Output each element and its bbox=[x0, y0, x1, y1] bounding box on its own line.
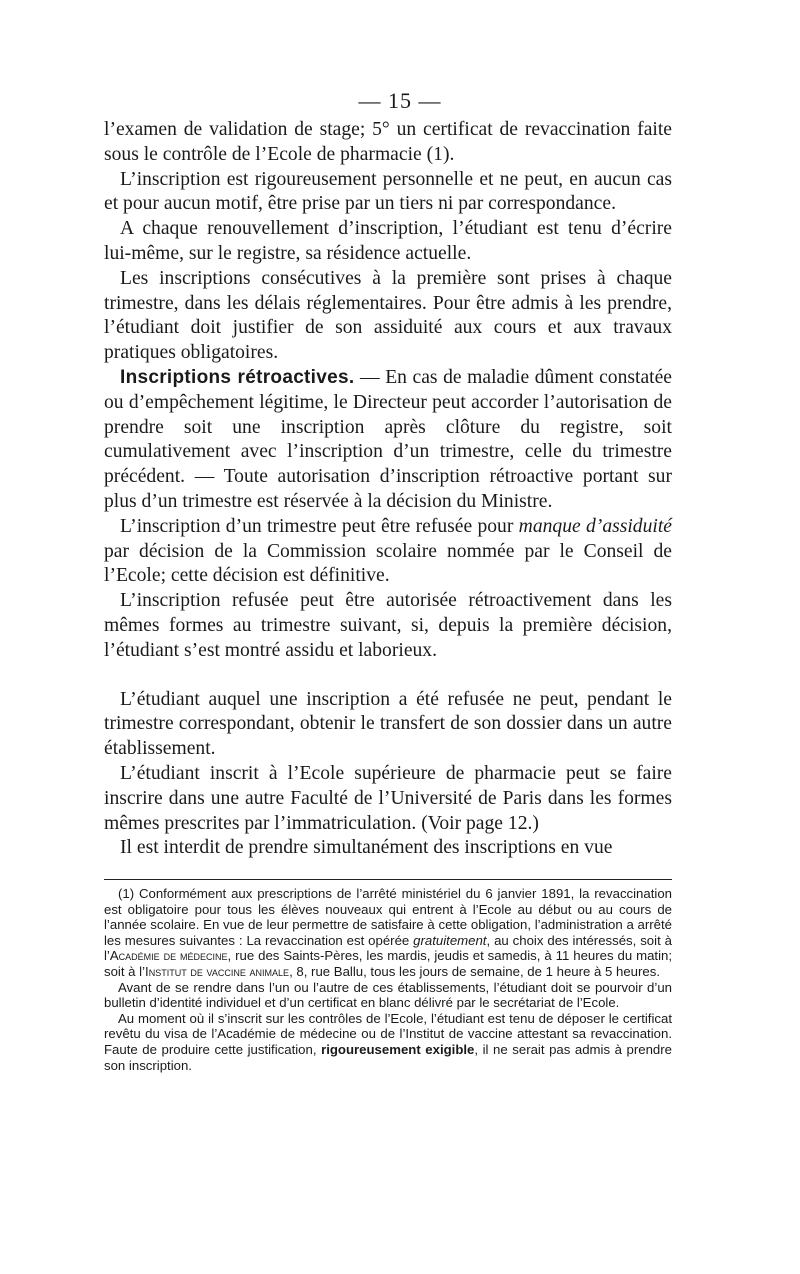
footnote-text: Au moment où il s’inscrit sur les contrôles de l’Ecole, l’étudiant est tenu de déposer le certificat revêtu du visa de l’Académie de médecine ou de l’Institut de vaccine attestant sa revaccination. Faute de produire cette justification, bbox=[104, 1010, 672, 1057]
footnote-smallcaps: Institut de vaccine animale bbox=[145, 963, 290, 979]
footnote-paragraph bbox=[104, 886, 672, 980]
footnote-emphasis: gratuitement bbox=[413, 932, 487, 948]
paragraph bbox=[104, 515, 672, 589]
main-text bbox=[104, 118, 672, 861]
emphasis-text: manque d’assiduité bbox=[518, 515, 672, 537]
footnote-paragraph: Avant de se rendre dans l’un ou l’autre de ces établissements, l’étudiant doit se pourvoir d’un bulletin d’identité individuel et d’un certificat en blanc délivré par le secrétariat de l’Ecole. bbox=[104, 979, 672, 1011]
footnote-text: , il ne serait pas admis à prendre son inscription. bbox=[104, 1041, 672, 1073]
footnote-paragraph bbox=[104, 1011, 672, 1073]
footnote-smallcaps: Académie de médecine bbox=[109, 948, 228, 964]
paragraph: L’étudiant inscrit à l’Ecole supérieure de pharmacie peut se faire inscrire dans une autre Faculté de l’Université de Paris dans les formes mêmes prescrites par l’immatriculation. (Voir page 12.) bbox=[104, 762, 672, 834]
footnotes bbox=[104, 886, 672, 1073]
paragraph: Les inscriptions consécutives à la première sont prises à chaque trimestre, dans les délais réglementaires. Pour être admis à les prendre, l’étudiant doit justifier de son assiduité aux cours et aux travaux pratiques obligatoires. bbox=[104, 267, 672, 364]
paragraph-text: L’inscription d’un trimestre peut être refusée pour bbox=[120, 515, 519, 537]
footnote-divider bbox=[104, 879, 672, 880]
paragraph-retroactive bbox=[104, 366, 672, 515]
paragraph: L’inscription est rigoureusement personnelle et ne peut, en aucun cas et pour aucun motif, être prise par un tiers ni par correspondance. bbox=[104, 168, 672, 215]
paragraph: L’étudiant auquel une inscription a été refusée ne peut, pendant le trimestre correspondant, obtenir le transfert de son dossier dans un autre établissement. bbox=[104, 688, 672, 760]
paragraph: L’inscription refusée peut être autorisée rétroactivement dans les mêmes formes au trimestre suivant, si, depuis la première décision, l’étudiant s’est montré assidu et laborieux. bbox=[104, 590, 672, 661]
page-number: — 15 — bbox=[358, 88, 442, 113]
footnote-text: (1) Conformément aux prescriptions de l’arrêté ministériel du 6 janvier 1891, la revaccination est obligatoire pour tous les élèves nouveaux qui entrent à l’Ecole au début ou au cours de l’année scolaire. En vue de leur permettre de satisfaire à cette obligation, l’administration a arrêté les mesures suivantes : La revaccination est opérée bbox=[104, 886, 672, 948]
footnote-bold: rigoureusement exigible bbox=[321, 1041, 475, 1057]
footnote-text: , au choix des intéressés, soit à l’ bbox=[104, 932, 672, 964]
section-heading: Inscriptions rétroactives. bbox=[120, 366, 355, 388]
paragraph: A chaque renouvellement d’inscription, l’étudiant est tenu d’écrire lui-même, sur le registre, sa résidence actuelle. bbox=[104, 218, 672, 264]
footnote-text: , rue des Saints-Pères, les mardis, jeudis et samedis, à 11 heures du matin; soit à l’ bbox=[104, 948, 673, 979]
paragraph: l’examen de validation de stage; 5° un certificat de revaccination faite sous le contrôle de l’Ecole de pharmacie (1). bbox=[104, 119, 672, 165]
paragraph-text: — En cas de maladie dûment constatée ou d’empêchement légitime, le Directeur peut accorder l’autorisation de prendre soit une inscription après clôture du registre, soit cumulativement avec l’inscription d’un trimestre, celle du trimestre précédent. — Toute autorisation d’inscription rétroactive portant sur plus d’un trimestre est réservée à la décision du Ministre. bbox=[104, 366, 672, 512]
footnote-text: , 8, rue Ballu, tous les jours de semaine, de 1 heure à 5 heures. bbox=[289, 963, 660, 979]
paragraph: Il est interdit de prendre simultanément des inscriptions en vue bbox=[120, 837, 613, 859]
paragraph-text: par décision de la Commission scolaire nommée par le Conseil de l’Ecole; cette décision est définitive. bbox=[104, 540, 672, 587]
